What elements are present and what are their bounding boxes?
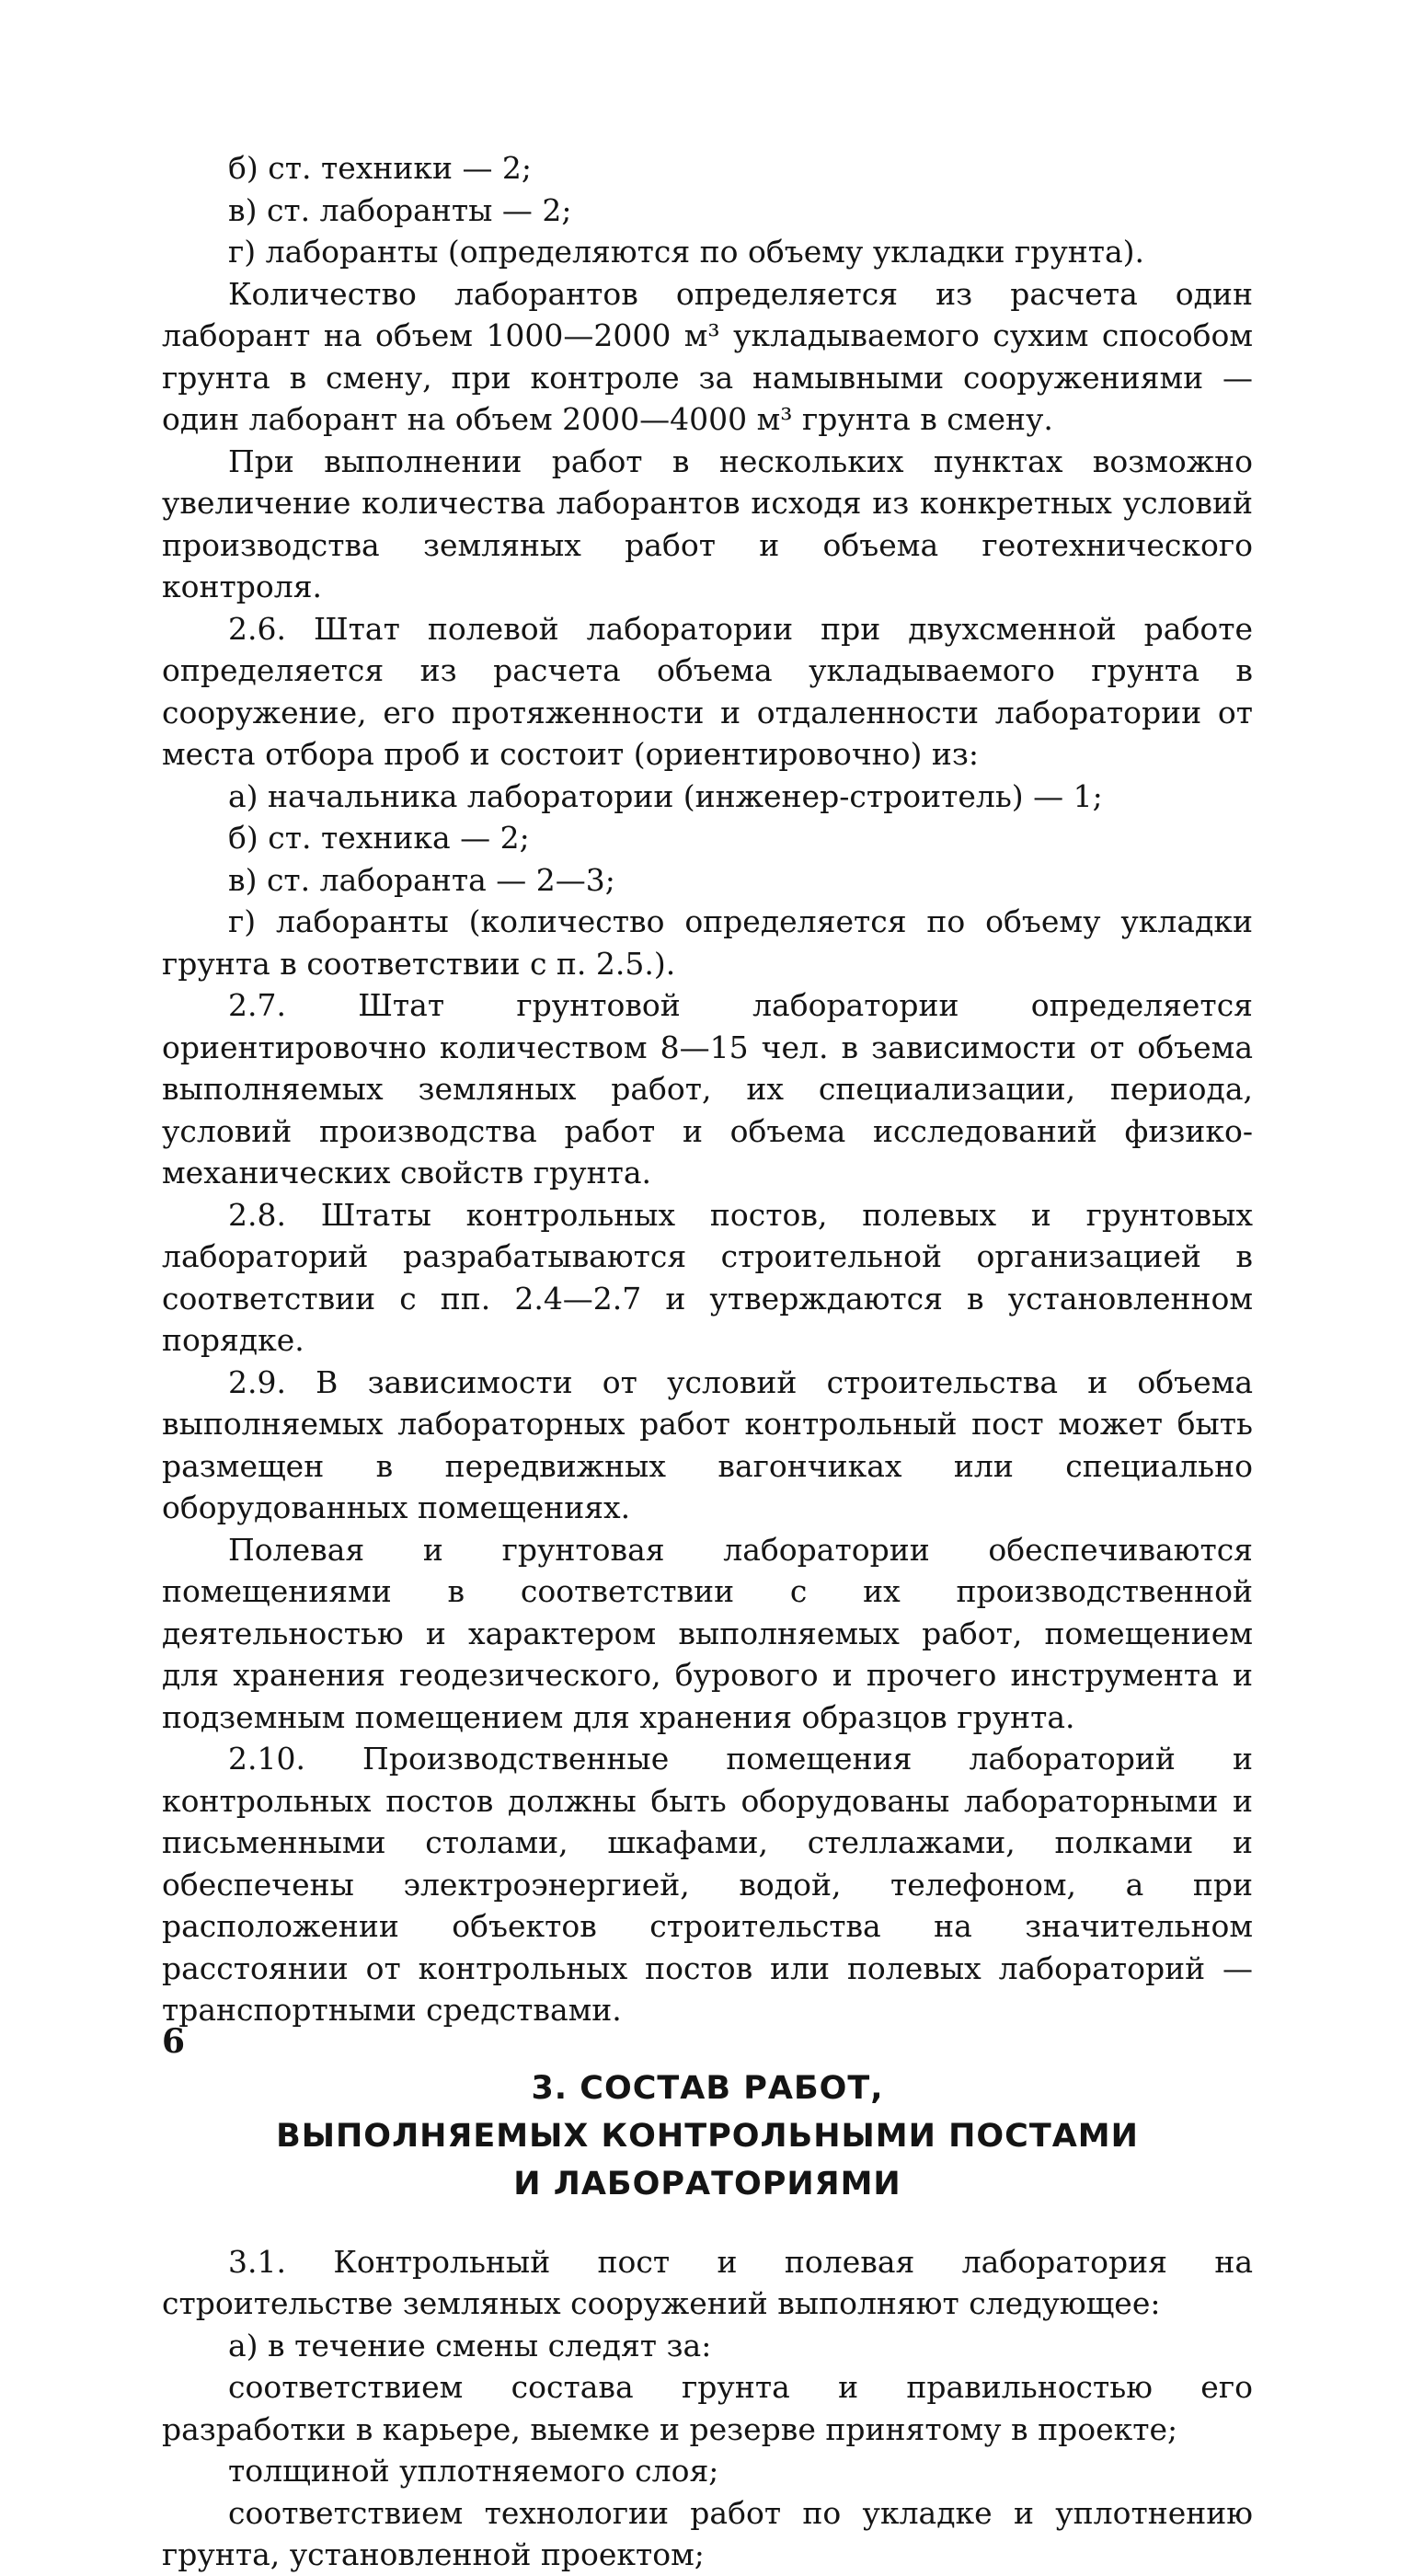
paragraph: При выполнении работ в нескольких пунктах возможно увеличение количества лаборантов исходя из конкретных условий производства земляных работ и объема геотехнического контроля. <box>162 443 1253 604</box>
section-2-body <box>162 273 1253 2031</box>
paragraph: а) в течение смены следят за: <box>228 2327 712 2363</box>
paragraph: в) ст. лаборанта — 2—3; <box>228 861 615 898</box>
paragraph: б) ст. техники — 2; <box>228 150 533 186</box>
paragraph: б) ст. техника — 2; <box>228 820 530 856</box>
spacer <box>162 2031 1253 2064</box>
paragraph: г) лаборанты (количество определяется по объему укладки грунта в соответствии с п. 2.5.). <box>162 903 1253 982</box>
paragraph: соответствием состава грунта и правильностью его разработки в карьере, выемке и резерве принятому в проекте; <box>162 2369 1253 2447</box>
paragraph: 2.7. Штат грунтовой лаборатории определяется ориентировочно количеством 8—15 чел. в зависимости от объема выполняемых земляных работ, их специализации, периода, условий производства работ и объема исследований физико-механических свойств грунта. <box>162 987 1253 1190</box>
page-number: 6 <box>162 2022 186 2061</box>
paragraph: 2.10. Производственные помещения лабораторий и контрольных постов должны быть оборудованы лабораторными и письменными столами, шкафами, стеллажами, полками и обеспечены электроэнергией, водой, телефоном, а при расположении объектов строительства на значительном расстоянии от контрольных постов или полевых лабораторий — транспортными средствами. <box>162 1741 1253 2028</box>
section-heading <box>162 2064 1253 2208</box>
paragraph: толщиной уплотняемого слоя; <box>228 2453 719 2489</box>
paragraph: 3.1. Контрольный пост и полевая лаборатория на строительстве земляных сооружений выполняют следующее: <box>162 2243 1253 2321</box>
paragraph: 2.9. В зависимости от условий строительства и объема выполняемых лабораторных работ контрольный пост может быть размещен в передвижных вагончиках или специально оборудованных помещениях. <box>162 1363 1253 1525</box>
paragraph: 2.8. Штаты контрольных постов, полевых и грунтовых лабораторий разрабатываются строительной организацией в соответствии с пп. 2.4—2.7 и утверждаются в установленном порядке. <box>162 1196 1253 1358</box>
heading-line-3: И ЛАБОРАТОРИЯМИ <box>513 2165 901 2202</box>
paragraph: а) начальника лаборатории (инженер-строитель) — 1; <box>228 777 1103 814</box>
paragraph: в) ст. лаборанты — 2; <box>228 191 572 228</box>
paragraph: Полевая и грунтовая лаборатории обеспечиваются помещениями в соответствии с их производственной деятельностью и характером выполняемых работ, помещением для хранения геодезического, бурового и прочего инструмента и подземным помещением для хранения образцов грунта. <box>162 1531 1253 1735</box>
paragraph: 2.6. Штат полевой лаборатории при двухсменной работе определяется из расчета объема укладываемого грунта в сооружение, его протяженности и отдаленности лаборатории от места отбора проб и состоит (ориентировочно) из: <box>162 610 1253 772</box>
paragraph: соответствием технологии работ по укладке и уплотнению грунта, установленной проектом; <box>162 2494 1253 2572</box>
section-3-body <box>162 2241 1253 2576</box>
heading-line-1: 3. СОСТАВ РАБОТ, <box>531 2069 884 2107</box>
heading-line-2: ВЫПОЛНЯЕМЫХ КОНТРОЛЬНЫМИ ПОСТАМИ <box>276 2117 1139 2155</box>
top-list <box>162 147 1253 273</box>
paragraph: г) лаборанты (определяются по объему укладки грунта). <box>228 234 1145 270</box>
paragraph: Количество лаборантов определяется из расчета один лаборант на объем 1000—2000 м³ укладываемого сухим способом грунта в смену, при контроле за намывными сооружениями — один лаборант на объем 2000—4000 м³ грунта в смену. <box>162 275 1253 437</box>
document-page <box>162 147 1253 2576</box>
spacer <box>162 2208 1253 2241</box>
